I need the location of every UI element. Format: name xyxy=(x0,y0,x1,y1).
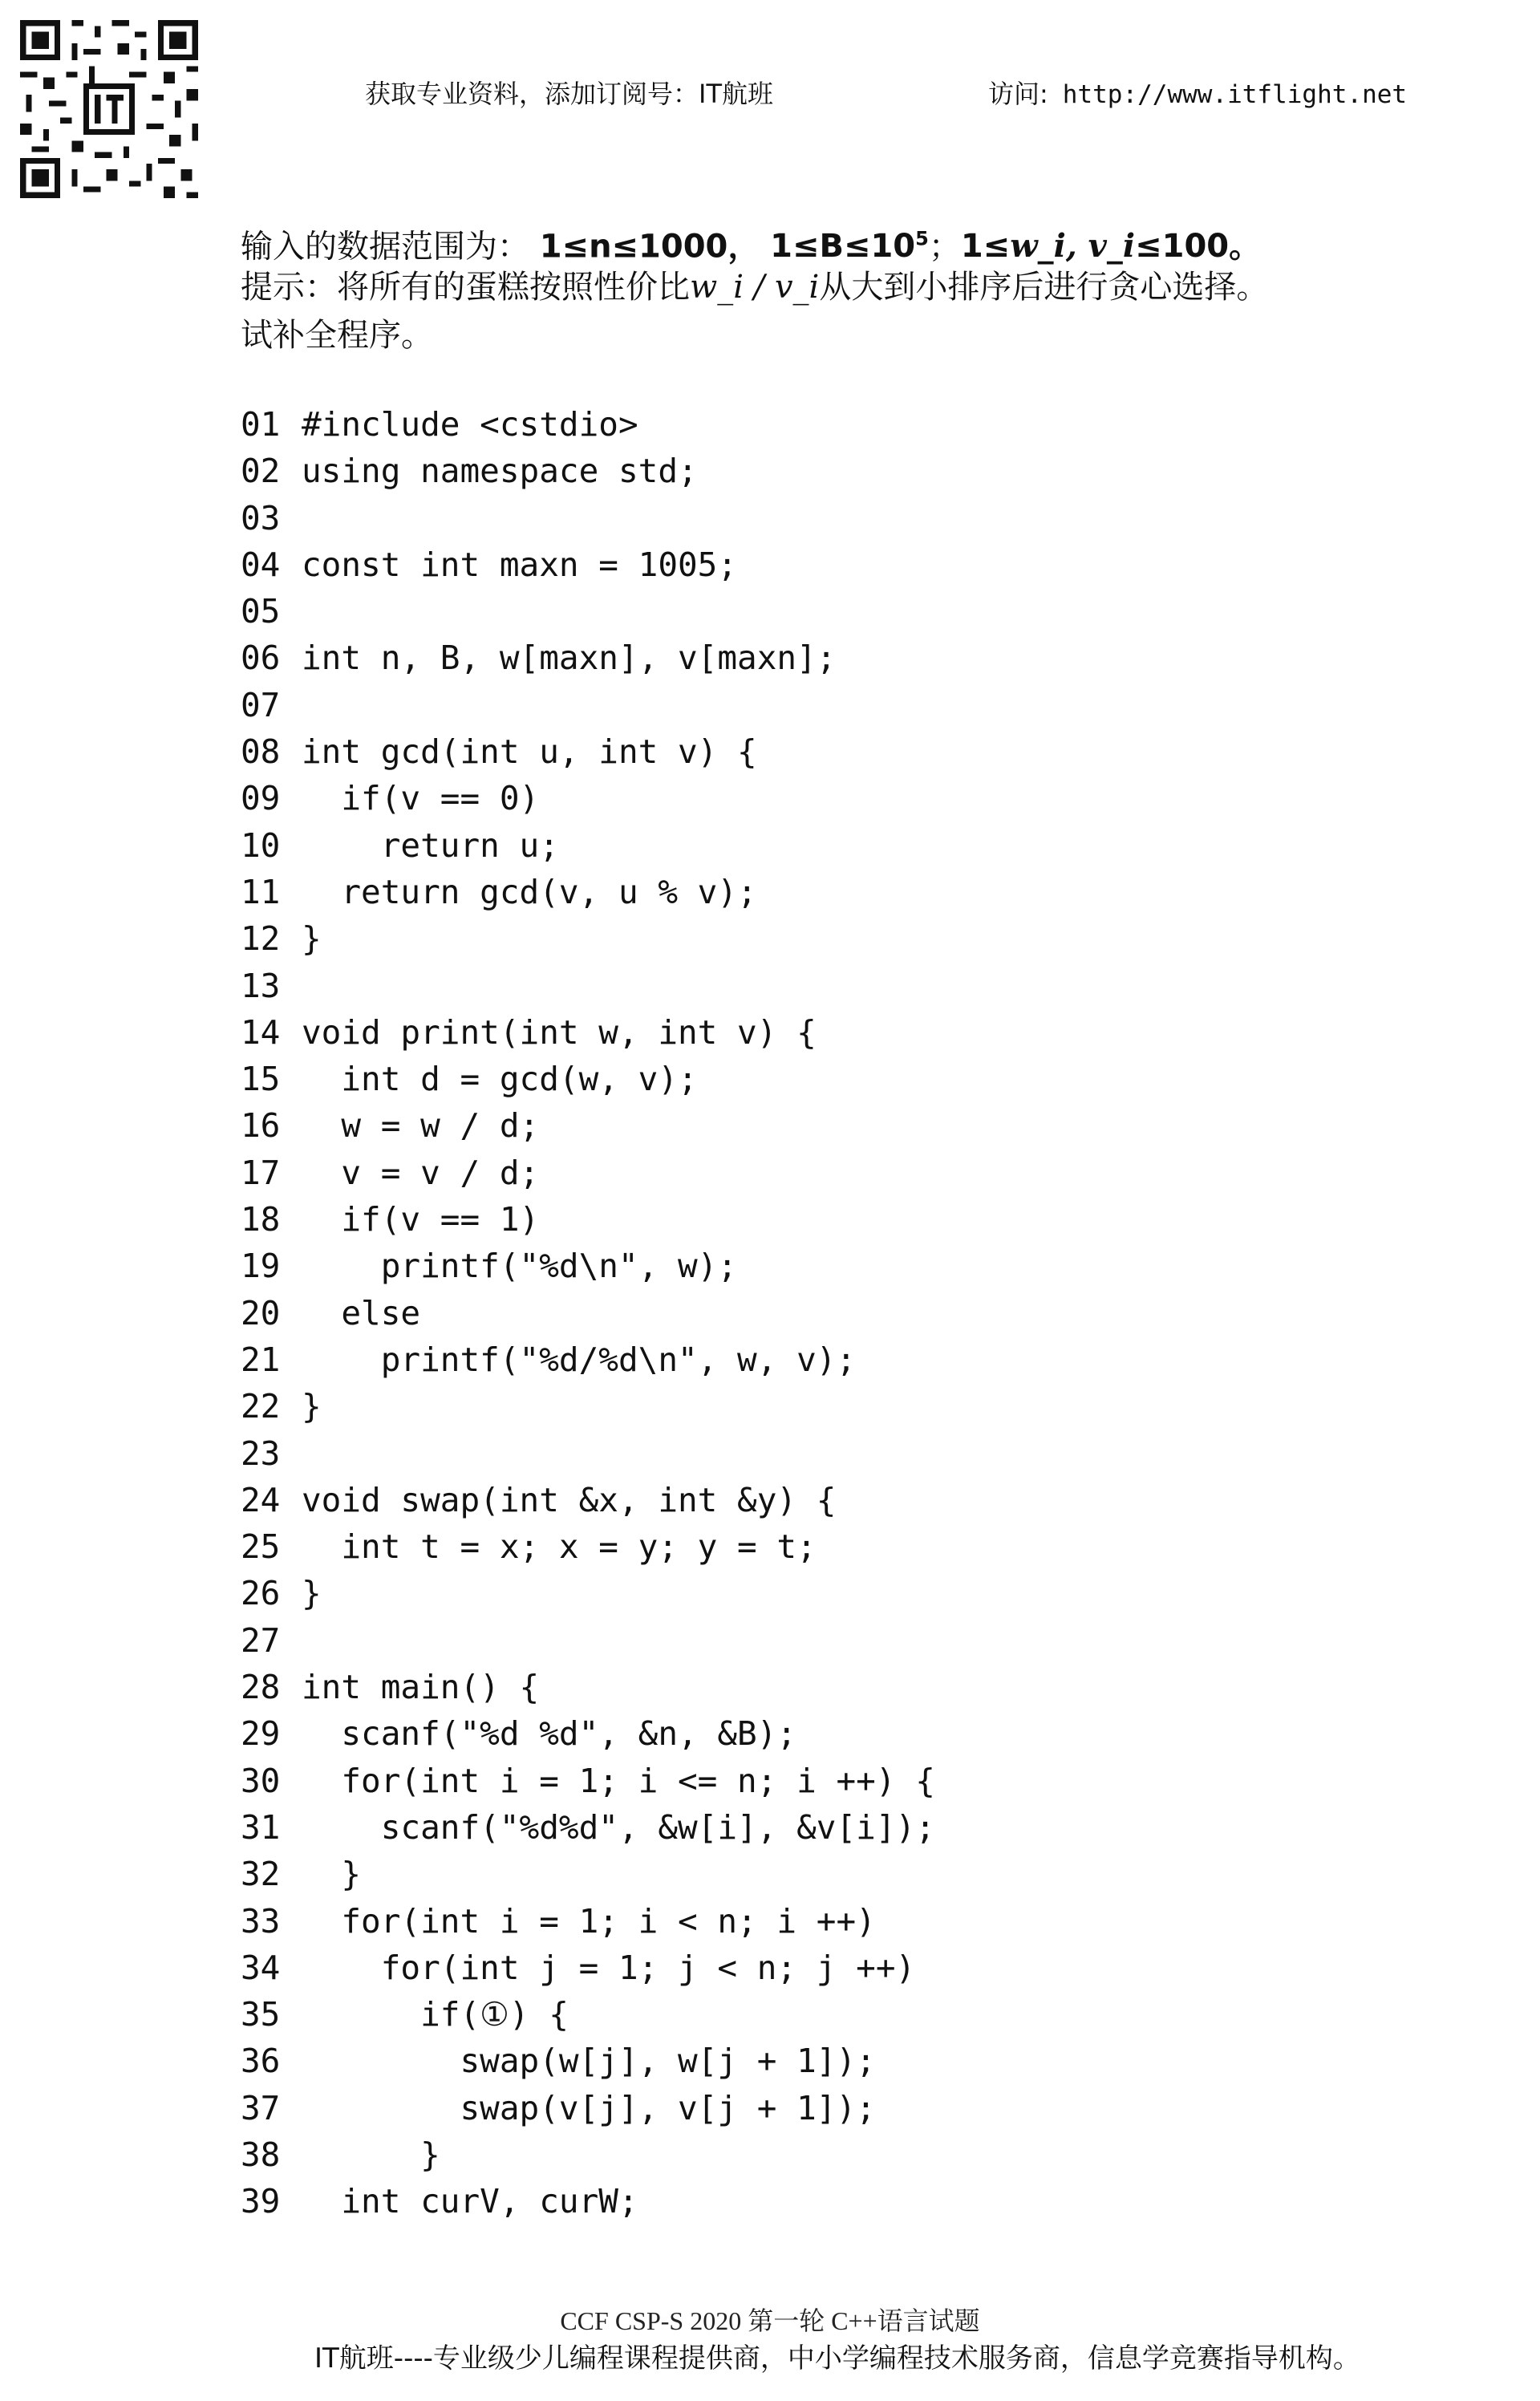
data-range-label: 输入的数据范围为： xyxy=(241,228,529,266)
code-line xyxy=(241,1290,935,1336)
line-number: 12 xyxy=(241,919,281,959)
code-text: if(①) { xyxy=(302,1995,569,2034)
line-number: 22 xyxy=(241,1387,281,1426)
ratio-formula: w_i / v_i xyxy=(690,269,820,306)
code-line xyxy=(241,2085,935,2131)
line-number: 30 xyxy=(241,1761,281,1800)
line-number: 15 xyxy=(241,1060,281,1099)
line-number: 14 xyxy=(241,1012,281,1052)
code-text: int d = gcd(w, v); xyxy=(302,1060,698,1099)
visit-label: 访问: xyxy=(988,79,1048,109)
code-text: w = w / d; xyxy=(302,1106,540,1146)
code-text: const int maxn = 1005; xyxy=(302,545,738,584)
code-line xyxy=(241,2038,935,2084)
line-number: 25 xyxy=(241,1527,281,1567)
code-line xyxy=(241,1336,935,1383)
line-number: 13 xyxy=(241,966,281,1005)
code-text: for(int j = 1; j < n; j ++) xyxy=(302,1948,916,1987)
line-number: 39 xyxy=(241,2182,281,2221)
line-number: 07 xyxy=(241,685,281,724)
footer-title: CCF CSP-S 2020 第一轮 C++语言试题 xyxy=(560,2306,980,2335)
b-range: $1\le B\le 10^5$ xyxy=(770,228,929,266)
line-number: 19 xyxy=(241,1247,281,1286)
code-line xyxy=(241,588,935,635)
problem-intro xyxy=(241,215,1268,359)
line-number: 06 xyxy=(241,639,281,678)
code-text: else xyxy=(302,1293,421,1332)
site-url[interactable]: http://www.itflight.net xyxy=(1062,80,1408,109)
code-text: } xyxy=(302,1855,362,1894)
page-header xyxy=(0,74,1540,114)
instruction-line: 试补全程序。 xyxy=(241,317,433,354)
code-line xyxy=(241,682,935,728)
code-line xyxy=(241,1991,935,2038)
code-line xyxy=(241,1523,935,1570)
n-range: 1≤n≤1000， xyxy=(539,228,760,266)
code-text: int t = x; x = y; y = t; xyxy=(302,1527,817,1567)
code-text: for(int i = 1; i <= n; i ++) { xyxy=(302,1761,935,1800)
code-line xyxy=(241,1710,935,1757)
code-line xyxy=(241,728,935,775)
line-number: 23 xyxy=(241,1434,281,1473)
code-text: } xyxy=(302,1574,322,1613)
line-number: 11 xyxy=(241,872,281,911)
code-line xyxy=(241,1851,935,1897)
code-text: void print(int w, int v) { xyxy=(302,1012,817,1052)
footer-ad: IT航班----专业级少儿编程课程提供商，中小学编程技术服务商，信息学竞赛指导机构。 xyxy=(314,2342,1360,2375)
code-text: v = v / d; xyxy=(302,1153,540,1192)
line-number: 24 xyxy=(241,1480,281,1519)
code-text: return u; xyxy=(302,825,559,865)
code-line xyxy=(241,1945,935,1991)
code-text: int n, B, w[maxn], v[maxn]; xyxy=(302,639,837,678)
line-number: 09 xyxy=(241,779,281,818)
line-number: 34 xyxy=(241,1948,281,1987)
wv-vars: w_i, v_i xyxy=(1010,227,1136,266)
code-line xyxy=(241,775,935,821)
code-line xyxy=(241,1150,935,1196)
line-number: 29 xyxy=(241,1714,281,1754)
line-number: 36 xyxy=(241,2042,281,2081)
code-text: return gcd(v, u % v); xyxy=(302,872,757,911)
code-text: for(int i = 1; i < n; i ++) xyxy=(302,1901,876,1941)
code-line xyxy=(241,2131,935,2178)
line-number: 21 xyxy=(241,1340,281,1379)
code-line xyxy=(241,915,935,962)
data-range-line xyxy=(241,215,1268,266)
code-text: #include <cstdio> xyxy=(302,405,638,444)
code-line xyxy=(241,495,935,541)
line-number: 35 xyxy=(241,1995,281,2034)
code-text: printf("%d\n", w); xyxy=(302,1247,738,1286)
code-line xyxy=(241,1570,935,1616)
code-line xyxy=(241,1617,935,1664)
code-line xyxy=(241,1898,935,1945)
code-line xyxy=(241,1383,935,1430)
hint-prefix: 提示：将所有的蛋糕按照性价比 xyxy=(241,269,690,306)
code-line xyxy=(241,963,935,1009)
code-text: printf("%d/%d\n", w, v); xyxy=(302,1340,857,1379)
line-number: 04 xyxy=(241,545,281,584)
hint-suffix: 从大到小排序后进行贪心选择。 xyxy=(819,269,1269,306)
line-number: 32 xyxy=(241,1855,281,1894)
code-line xyxy=(241,1758,935,1804)
code-line xyxy=(241,1243,935,1289)
code-text: } xyxy=(302,919,322,959)
line-number: 33 xyxy=(241,1901,281,1941)
line-number: 27 xyxy=(241,1620,281,1660)
line-number: 28 xyxy=(241,1668,281,1707)
code-text: void swap(int &x, int &y) { xyxy=(302,1480,837,1519)
code-text: int curV, curW; xyxy=(302,2182,638,2221)
line-number: 37 xyxy=(241,2088,281,2127)
hint-line xyxy=(241,263,1268,311)
code-line xyxy=(241,1009,935,1056)
code-text: scanf("%d %d", &n, &B); xyxy=(302,1714,797,1754)
line-number: 38 xyxy=(241,2135,281,2174)
code-line xyxy=(241,1056,935,1102)
line-number: 05 xyxy=(241,592,281,631)
line-number: 16 xyxy=(241,1106,281,1146)
code-line xyxy=(241,541,935,588)
range-separator: ； xyxy=(928,228,961,266)
code-line xyxy=(241,1664,935,1710)
line-number: 20 xyxy=(241,1293,281,1332)
code-line xyxy=(241,822,935,869)
wv-range: 1≤w_i, v_i≤100。 xyxy=(960,227,1262,266)
code-text: int gcd(int u, int v) { xyxy=(302,732,757,772)
line-number: 31 xyxy=(241,1807,281,1847)
line-number: 03 xyxy=(241,498,281,537)
line-number: 26 xyxy=(241,1574,281,1613)
code-line xyxy=(241,1430,935,1477)
subscribe-notice: 获取专业资料，添加订阅号：IT航班 xyxy=(365,79,773,109)
code-line xyxy=(241,635,935,681)
code-text: } xyxy=(302,1387,322,1426)
code-line xyxy=(241,1477,935,1523)
code-text: scanf("%d%d", &w[i], &v[i]); xyxy=(302,1807,935,1847)
code-line xyxy=(241,1102,935,1149)
code-text: if(v == 0) xyxy=(302,779,540,818)
line-number: 18 xyxy=(241,1200,281,1239)
code-text: using namespace std; xyxy=(302,452,698,491)
line-number: 01 xyxy=(241,405,281,444)
code-text: swap(w[j], w[j + 1]); xyxy=(302,2042,876,2081)
line-number: 08 xyxy=(241,732,281,772)
code-line xyxy=(241,2178,935,2225)
visit-notice xyxy=(988,74,1407,111)
code-line xyxy=(241,448,935,494)
code-line xyxy=(241,1196,935,1243)
code-line xyxy=(241,401,935,448)
code-text: swap(v[j], v[j + 1]); xyxy=(302,2088,876,2127)
code-line xyxy=(241,1804,935,1851)
code-listing xyxy=(241,401,935,2225)
line-number: 02 xyxy=(241,452,281,491)
line-number: 10 xyxy=(241,825,281,865)
code-line xyxy=(241,869,935,915)
code-text: int main() { xyxy=(302,1668,540,1707)
code-text: } xyxy=(302,2135,440,2174)
code-text: if(v == 1) xyxy=(302,1200,540,1239)
line-number: 17 xyxy=(241,1153,281,1192)
